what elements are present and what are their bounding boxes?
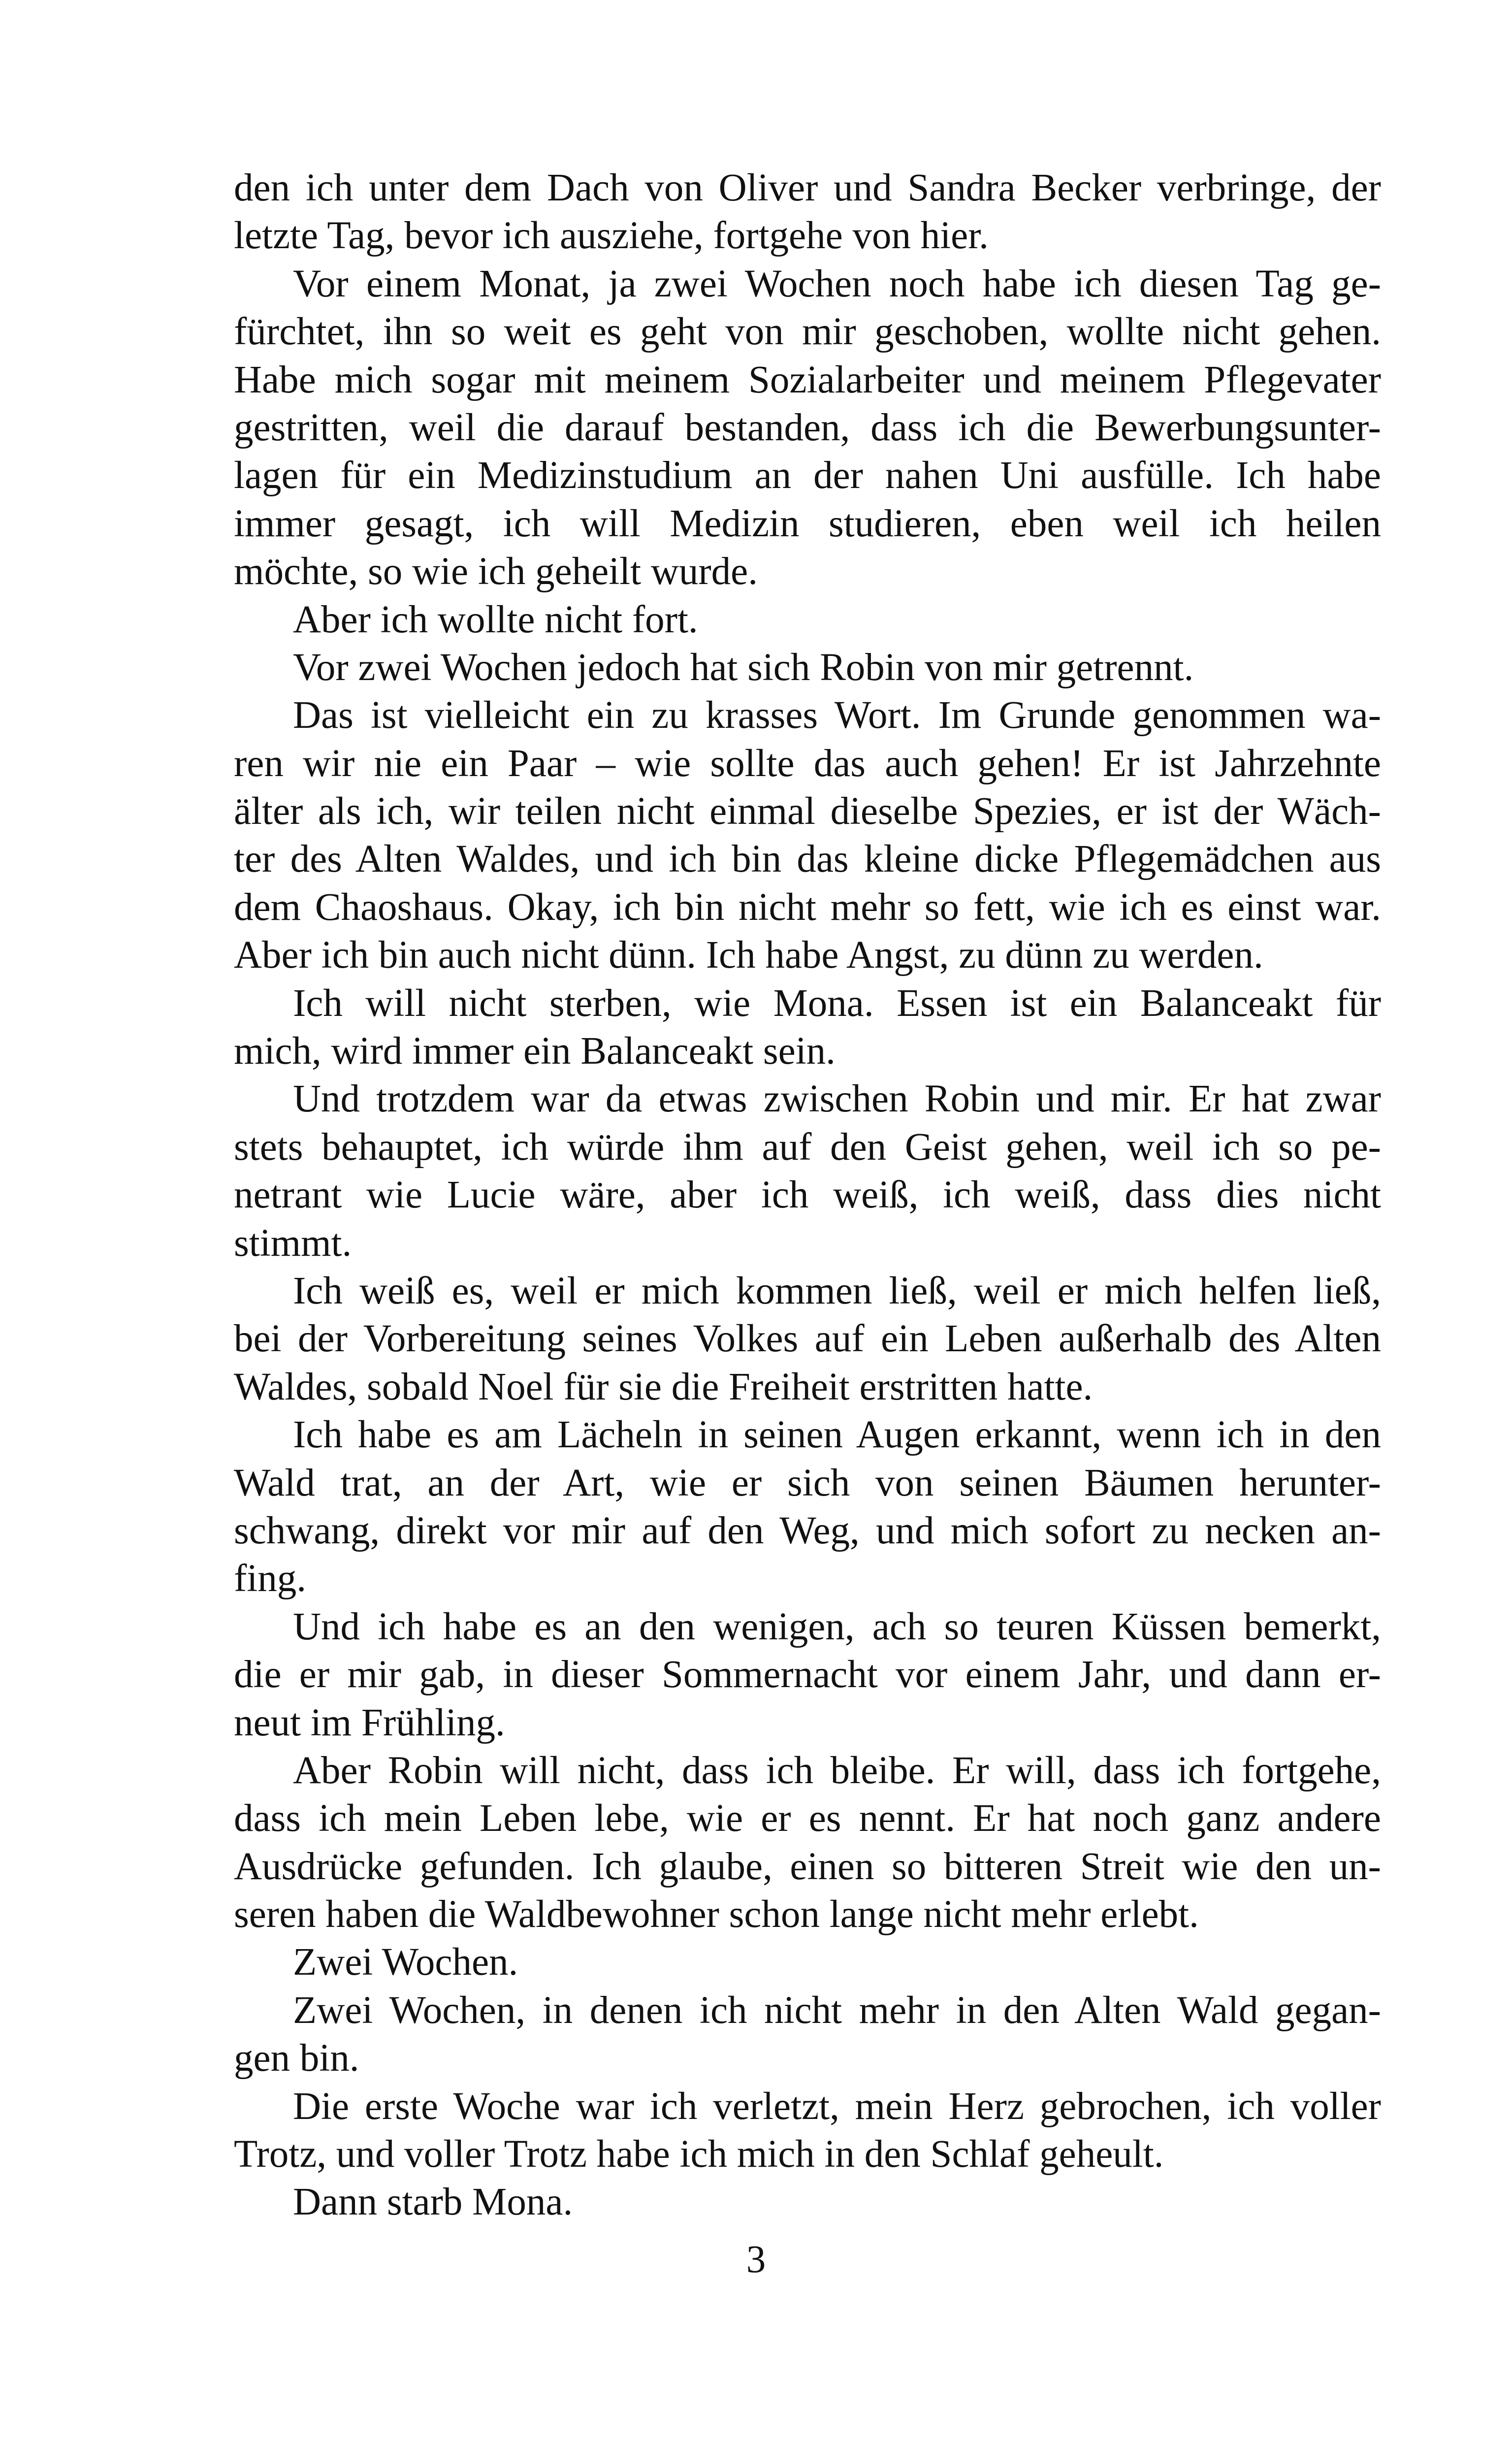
text-line: Wald trat, an der Art, wie er sich von seinen Bäumen herunter- [234,1461,1381,1504]
body-text [234,164,1381,2226]
text-line: Vor zwei Wochen jedoch hat sich Robin von mir getrennt. [293,646,1194,689]
text-line: Das ist vielleicht ein zu krasses Wort. Im Grunde genommen wa- [293,694,1381,737]
text-line: fürchtet, ihn so weit es geht von mir geschoben, wollte nicht gehen. [234,310,1381,354]
text-line: stets behauptet, ich würde ihm auf den Geist gehen, weil ich so pe- [234,1125,1381,1169]
text-line: Waldes, sobald Noel für sie die Freiheit erstritten hatte. [234,1365,1093,1408]
text-line: Ich weiß es, weil er mich kommen ließ, weil er mich helfen ließ, [293,1269,1381,1312]
text-line: möchte, so wie ich geheilt wurde. [234,550,758,593]
text-line: schwang, direkt vor mir auf den Weg, und mich sofort zu necken an- [234,1509,1381,1552]
text-line: bei der Vorbereitung seines Volkes auf ein Leben außerhalb des Alten [234,1317,1381,1361]
text-line: netrant wie Lucie wäre, aber ich weiß, ich weiß, dass dies nicht [234,1173,1381,1217]
text-line: neut im Frühling. [234,1701,505,1744]
text-line: Habe mich sogar mit meinem Sozialarbeiter und meinem Pflegevater [234,358,1381,401]
text-line: Ausdrücke gefunden. Ich glaube, einen so bitteren Streit wie den un- [234,1845,1381,1888]
text-line: Und ich habe es an den wenigen, ach so teuren Küssen bemerkt, [293,1605,1381,1648]
text-line: letzte Tag, bevor ich ausziehe, fortgehe von hier. [234,214,989,258]
text-line: dem Chaoshaus. Okay, ich bin nicht mehr so fett, wie ich es einst war. [234,885,1381,929]
text-line: den ich unter dem Dach von Oliver und Sandra Becker verbringe, der [234,166,1381,209]
text-line: Aber ich bin auch nicht dünn. Ich habe Angst, zu dünn zu werden. [234,934,1263,977]
text-line: mich, wird immer ein Balanceakt sein. [234,1030,836,1073]
text-line: ren wir nie ein Paar – wie sollte das auch gehen! Er ist Jahrzehnte [234,742,1381,785]
text-line: ter des Alten Waldes, und ich bin das kleine dicke Pflegemädchen aus [234,838,1381,881]
text-line: lagen für ein Medizinstudium an der nahen Uni ausfülle. Ich habe [234,454,1381,497]
text-line: Die erste Woche war ich verletzt, mein Herz gebrochen, ich voller [293,2085,1381,2128]
text-line: dass ich mein Leben lebe, wie er es nennt. Er hat noch ganz andere [234,1797,1381,1840]
text-line: Aber ich wollte nicht fort. [293,598,698,641]
text-line: fing. [234,1557,307,1600]
text-line: Ich will nicht sterben, wie Mona. Essen ist ein Balanceakt für [293,981,1381,1025]
text-line: Vor einem Monat, ja zwei Wochen noch habe ich diesen Tag ge- [293,262,1381,305]
page-number: 3 [746,2238,766,2281]
text-line: Aber Robin will nicht, dass ich bleibe. Er will, dass ich fortgehe, [293,1749,1381,1792]
text-line: Dann starb Mona. [293,2181,573,2224]
text-line: gestritten, weil die darauf bestanden, dass ich die Bewerbungsunter- [234,406,1381,449]
text-line: stimmt. [234,1221,352,1265]
text-line: gen bin. [234,2037,359,2080]
text-line: älter als ich, wir teilen nicht einmal dieselbe Spezies, er ist der Wäch- [234,790,1381,833]
text-line: Und trotzdem war da etwas zwischen Robin und mir. Er hat zwar [293,1077,1381,1121]
text-line: Ich habe es am Lächeln in seinen Augen erkannt, wenn ich in den [293,1413,1381,1457]
text-line: seren haben die Waldbewohner schon lange nicht mehr erlebt. [234,1893,1199,1936]
text-line: immer gesagt, ich will Medizin studieren, eben weil ich heilen [234,502,1381,545]
text-line: die er mir gab, in dieser Sommernacht vor einem Jahr, und dann er- [234,1653,1381,1696]
text-line: Zwei Wochen. [293,1941,518,1984]
text-line: Trotz, und voller Trotz habe ich mich in den Schlaf geheult. [234,2133,1164,2176]
text-line: Zwei Wochen, in denen ich nicht mehr in den Alten Wald gegan- [293,1988,1381,2032]
